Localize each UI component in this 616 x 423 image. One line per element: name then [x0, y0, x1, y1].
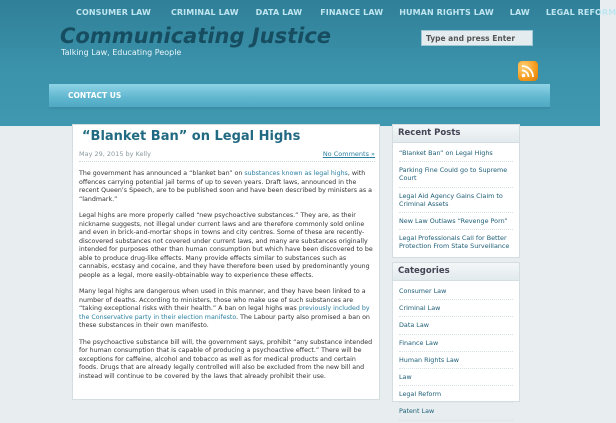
category-item-finance-law[interactable]: Finance Law [399, 335, 513, 352]
recent-posts-widget [392, 124, 520, 258]
search-input[interactable] [421, 30, 533, 46]
category-item-human-rights-law[interactable]: Human Rights Law [399, 352, 513, 369]
post-meta [79, 150, 375, 162]
category-item-law[interactable]: Law [399, 369, 513, 386]
nav-criminal-law[interactable]: CRIMINAL LAW [170, 8, 239, 17]
recent-post-item[interactable]: “Blanket Ban” on Legal Highs [399, 145, 513, 162]
nav-consumer-law[interactable]: CONSUMER LAW [76, 8, 151, 17]
secondary-nav [49, 84, 550, 109]
contact-us-link[interactable]: CONTACT US [68, 91, 122, 100]
post-paragraph-2: Legal highs are more properly called “new psychoactive substances.” They are, as their nickname suggests, not illegal under current laws and are therefore commonly sold online and even in brick-and-mortar shops in towns and city centres. Some of these are recently-discovered substances not covered under current laws, and many are substances originally intended for purposes other than human consumption but which have been discovered to be able to produce drug-like effects. Many provide effects similar to substances such as cannabis, ecstasy and cocaine, and they have therefore been used by predominantly young people as a legal, more easily-obtainable way to experience these effects. [79, 212, 373, 279]
text-run: Many legal highs are dangerous when used in this manner, and they have been linked to a number of deaths. According to ministers, those who make use of such substances are “taking exceptional risks with their health.” A ban on legal highs was [79, 288, 366, 312]
post-title[interactable]: “Blanket Ban” on Legal Highs [82, 129, 301, 144]
category-item-data-law[interactable]: Data Law [399, 317, 513, 334]
text-run: The government has announced a “blanket ban” on [79, 170, 245, 177]
post-date-author: May 29, 2015 by Kelly [79, 150, 151, 158]
category-item-patent-law[interactable]: Patent Law [399, 403, 513, 420]
category-item-legal-reform[interactable]: Legal Reform [399, 386, 513, 403]
recent-posts-heading: Recent Posts [393, 125, 519, 143]
site-title[interactable]: Communicating Justice [60, 24, 332, 48]
post-paragraph-3 [79, 288, 375, 331]
recent-posts-list [393, 143, 519, 257]
legal-highs-link[interactable]: substances known as legal highs [244, 170, 348, 177]
top-nav [76, 6, 616, 20]
nav-law[interactable]: LAW [509, 8, 530, 17]
recent-post-item[interactable]: New Law Outlaws “Revenge Porn” [399, 213, 513, 230]
site-header [0, 0, 616, 126]
categories-widget [392, 262, 520, 416]
post-article [72, 124, 380, 400]
recent-post-item[interactable]: Parking Fine Could go to Supreme Court [399, 162, 513, 187]
comments-link[interactable]: No Comments » [322, 150, 375, 158]
nav-data-law[interactable]: DATA LAW [255, 8, 303, 17]
post-body [79, 170, 375, 389]
text-run: , with offences carrying potential jail terms of up to seven years. Draft laws, announced in the recent Queen’s Speech, are to be published soon and have been described by ministers as a “landmark.” [79, 170, 372, 203]
categories-list [393, 281, 519, 423]
site-tagline: Talking Law, Educating People [61, 48, 182, 57]
manifesto-link[interactable]: previously included by the Conservative party in their election manifesto [79, 305, 370, 321]
category-item-criminal-law[interactable]: Criminal Law [399, 300, 513, 317]
nav-legal-reform[interactable]: LEGAL REFORM [545, 8, 616, 17]
recent-post-item[interactable]: Legal Aid Agency Gains Claim to Criminal Assets [399, 188, 513, 213]
categories-heading: Categories [393, 263, 519, 281]
nav-finance-law[interactable]: FINANCE LAW [320, 8, 384, 17]
category-item-consumer-law[interactable]: Consumer Law [399, 283, 513, 300]
nav-human-rights-law[interactable]: HUMAN RIGHTS LAW [399, 8, 494, 17]
post-paragraph-1 [79, 170, 375, 204]
text-run: . The Labour party also promised a ban on these substances in their own manifesto. [79, 313, 370, 329]
recent-post-item[interactable]: Legal Professionals Call for Better Protection From State Surveillance [399, 234, 510, 251]
rss-feed-icon[interactable] [518, 61, 538, 81]
post-paragraph-4: The psychoactive substance bill will, the government says, prohibit “any substance intended for human consumption that is capable of producing a psychoactive effect.” There will be exceptions for caffeine, alcohol and tobacco as well as for medical products and certain foods. Drugs that are already legally controlled will also be excluded from the new bill and instead will continue to be covered by the laws that already prohibit their use. [79, 338, 373, 380]
